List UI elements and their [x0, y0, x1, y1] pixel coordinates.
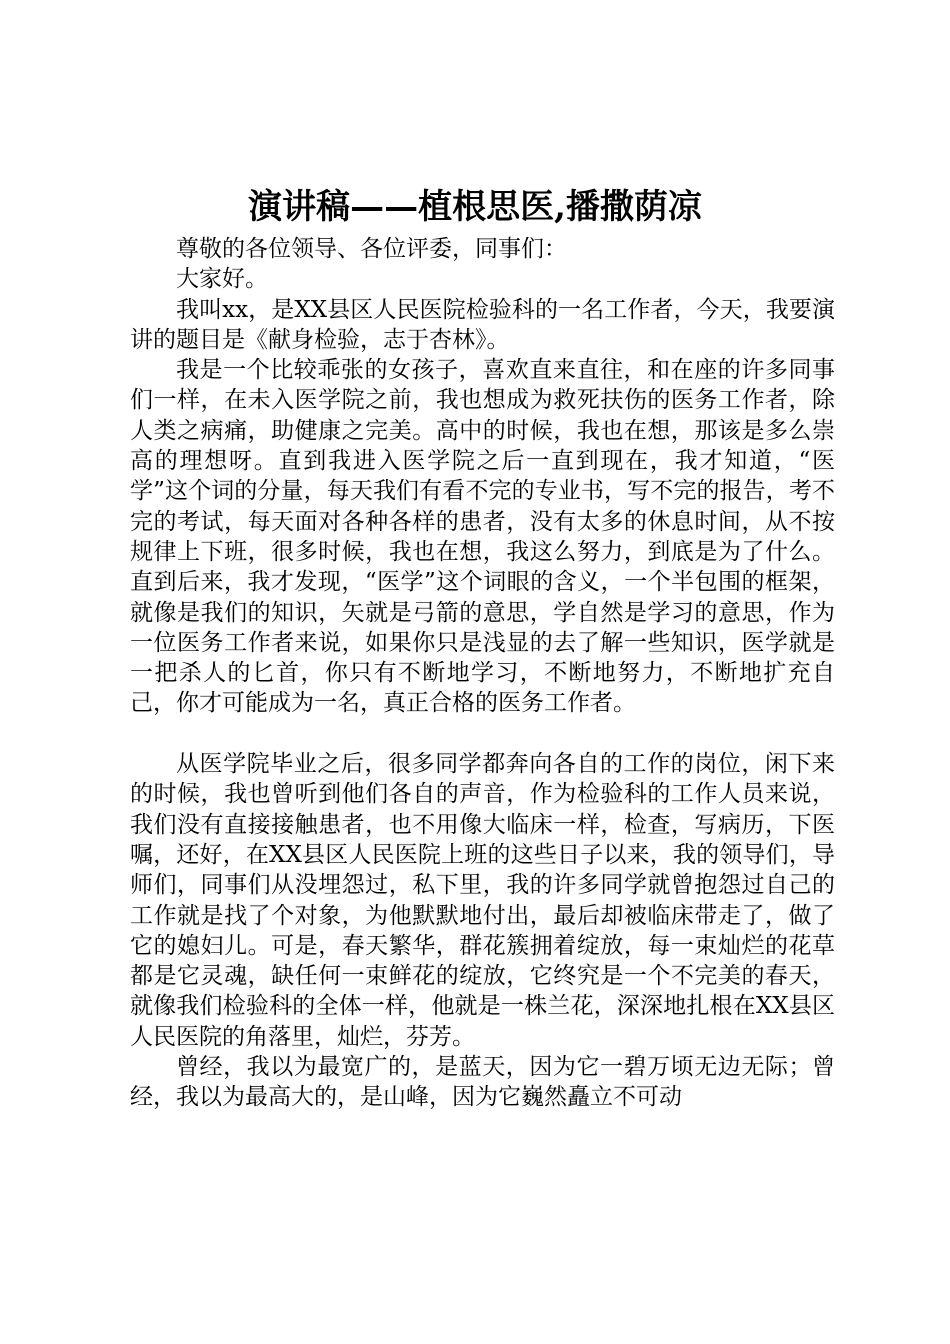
blank-line: [130, 719, 835, 749]
greeting: 大家好。: [176, 266, 268, 293]
document-body: [130, 234, 835, 1113]
paragraph-introduction: 我叫xx，是XX县区人民医院检验科的一名工作者，今天，我要演讲的题目是《献身检验，志于杏林》。: [130, 296, 835, 353]
paragraph-after-graduation: 从医学院毕业之后，很多同学都奔向各自的工作的岗位，闲下来的时候，我也曾听到他们各自的声音，作为检验科的工作人员来说，我们没有直接接触患者，也不用像大临床一样，检查，写病历，下医嘱，还好，在XX县区人民医院上班的这些日子以来，我的领导们，导师们，同事们从没埋怨过，私下里，我的许多同学就曾抱怨过自己的工作就是找了个对象，为他默默地付出，最后却被临床带走了，做了它的媳妇儿。可是，春天繁华，群花簇拥着绽放，每一束灿烂的花草都是它灵魂，缺任何一束鲜花的绽放，它终究是一个不完美的春天，就像我们检验科的全体一样，他就是一株兰花，深深地扎根在XX县区人民医院的角落里，灿烂，芬芳。: [130, 751, 835, 1050]
paragraph-once-i-thought: 曾经，我以为最宽广的，是蓝天，因为它一碧万顷无边无际；曾经，我以为最高大的，是山峰，因为它巍然矗立不可动: [130, 1054, 835, 1111]
salutation: 尊敬的各位领导、各位评委，同事们：: [176, 236, 567, 262]
paragraph-medicine-meaning: 我是一个比较乖张的女孩子，喜欢直来直往，和在座的许多同事们一样，在未入医学院之前，我也想成为救死扶伤的医务工作者，除人类之病痛，助健康之完美。高中的时候，我也在想，那该是多么崇高的理想呀。直到我进入医学院之后一直到现在，我才知道，“医学”这个词的分量，每天我们有看不完的专业书，写不完的报告，考不完的考试，每天面对各种各样的患者，没有太多的休息时间，从不按规律上下班，很多时候，我也在想，我这么努力，到底是为了什么。直到后来，我才发现，“医学”这个词眼的含义，一个半包围的框架，就像是我们的知识，矢就是弓箭的意思，学自然是学习的意思，作为一位医务工作者来说，如果你只是浅显的去了解一些知识，医学就是一把杀人的匕首，你只有不断地学习，不断地努力，不断地扩充自己，你才可能成为一名，真正合格的医务工作者。: [130, 357, 835, 717]
document-title: 演讲稿——植根思医,播撒荫凉: [248, 187, 702, 227]
